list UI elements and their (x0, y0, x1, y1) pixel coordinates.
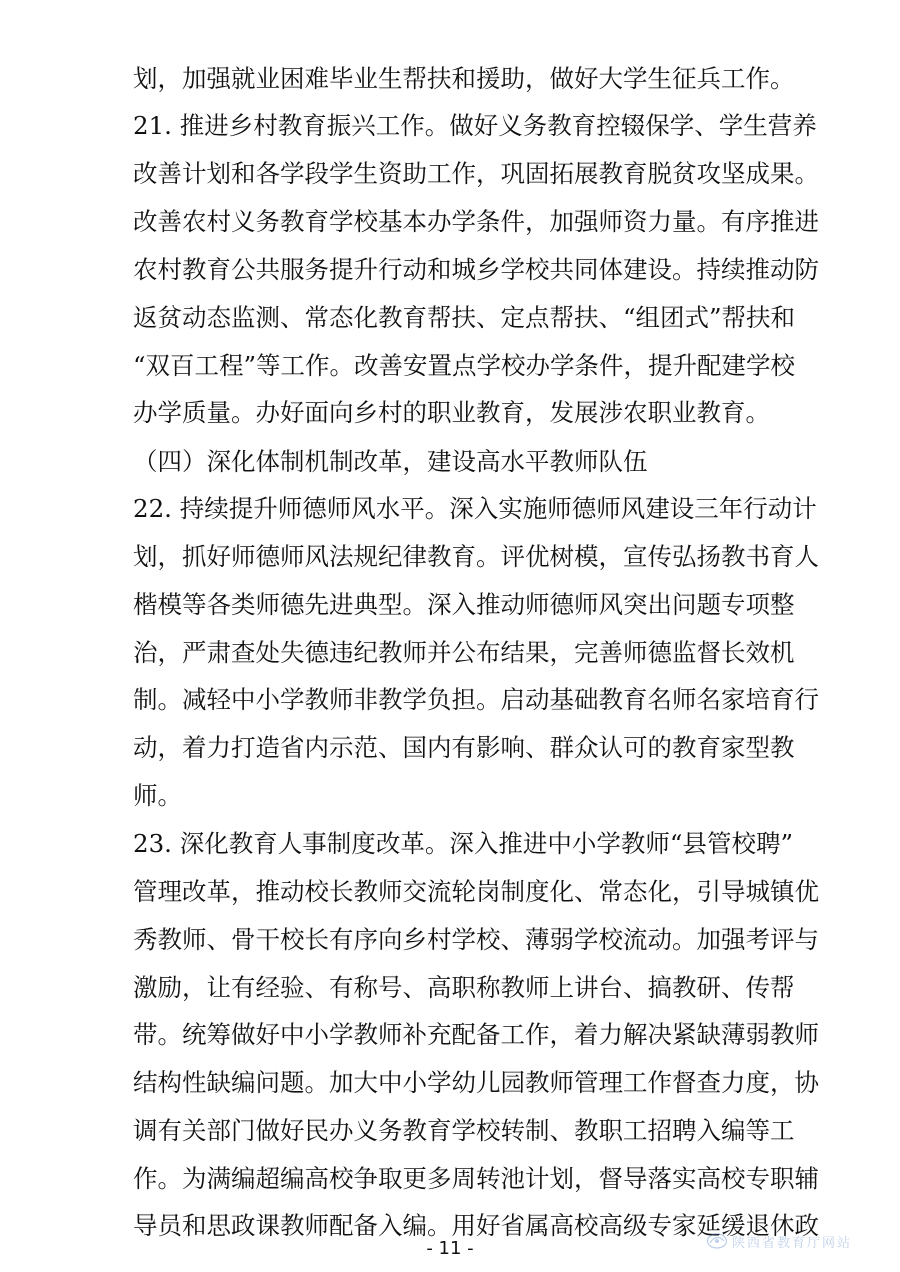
text-line: 改善计划和各学段学生资助工作，巩固拓展教育脱贫攻坚成果。 (133, 159, 819, 188)
text-line: 农村教育公共服务提升行动和城乡学校共同体建设。持续推动防 (133, 255, 819, 284)
watermark (706, 1228, 852, 1254)
text-line: 师。 (133, 781, 182, 810)
text-line: 秀教师、骨干校长有序向乡村学校、薄弱学校流动。加强考评与 (133, 925, 819, 954)
text-line: 激励，让有经验、有称号、高职称教师上讲台、搞教研、传帮 (133, 973, 795, 1002)
text-line: “双百工程”等工作。改善安置点学校办学条件，提升配建学校 (133, 351, 796, 380)
text-line: 动，着力打造省内示范、国内有影响、群众认可的教育家型教 (133, 733, 795, 762)
text-line: 划，加强就业困难毕业生帮扶和援助，做好大学生征兵工作。 (133, 64, 795, 93)
text-line: 23. 深化教育人事制度改革。深入推进中小学教师“县管校聘” (133, 829, 793, 858)
text-line: 22. 持续提升师德师风水平。深入实施师德师风建设三年行动计 (133, 494, 817, 523)
text-line: 结构性缺编问题。加大中小学幼儿园教师管理工作督查力度，协 (133, 1068, 819, 1097)
text-line: 制。减轻中小学教师非教学负担。启动基础教育名师名家培育行 (133, 685, 819, 714)
text-line: 21. 推进乡村教育振兴工作。做好义务教育控辍保学、学生营养 (133, 111, 817, 140)
text-line: 作。为满编超编高校争取更多周转池计划，督导落实高校专职辅 (133, 1164, 819, 1193)
text-line: 导员和思政课教师配备入编。用好省属高校高级专家延缓退休政 (133, 1211, 819, 1240)
text-line: 调有关部门做好民办义务教育学校转制、教职工招聘入编等工 (133, 1116, 795, 1145)
watermark-logo-icon (706, 1232, 728, 1250)
text-line: 带。统筹做好中小学教师补充配备工作，着力解决紧缺薄弱教师 (133, 1020, 819, 1049)
page-number: - 11 - (426, 1238, 474, 1259)
text-line: 治，严肃查处失德违纪教师并公布结果，完善师德监督长效机 (133, 638, 795, 667)
text-line: 返贫动态监测、常态化教育帮扶、定点帮扶、“组团式”帮扶和 (133, 303, 796, 332)
text-line: 楷模等各类师德先进典型。深入推动师德师风突出问题专项整 (133, 590, 795, 619)
watermark-text: 陕西省教育厅网站 (732, 1235, 853, 1251)
text-line: 管理改革，推动校长教师交流轮岗制度化、常态化，引导城镇优 (133, 877, 819, 906)
text-line: 办学质量。办好面向乡村的职业教育，发展涉农职业教育。 (133, 398, 770, 427)
section-heading: （四）深化体制机制改革，建设高水平教师队伍 (133, 447, 648, 476)
text-line: 改善农村义务教育学校基本办学条件，加强师资力量。有序推进 (133, 207, 819, 236)
text-line: 划，抓好师德师风法规纪律教育。评优树模，宣传弘扬教书育人 (133, 542, 819, 571)
